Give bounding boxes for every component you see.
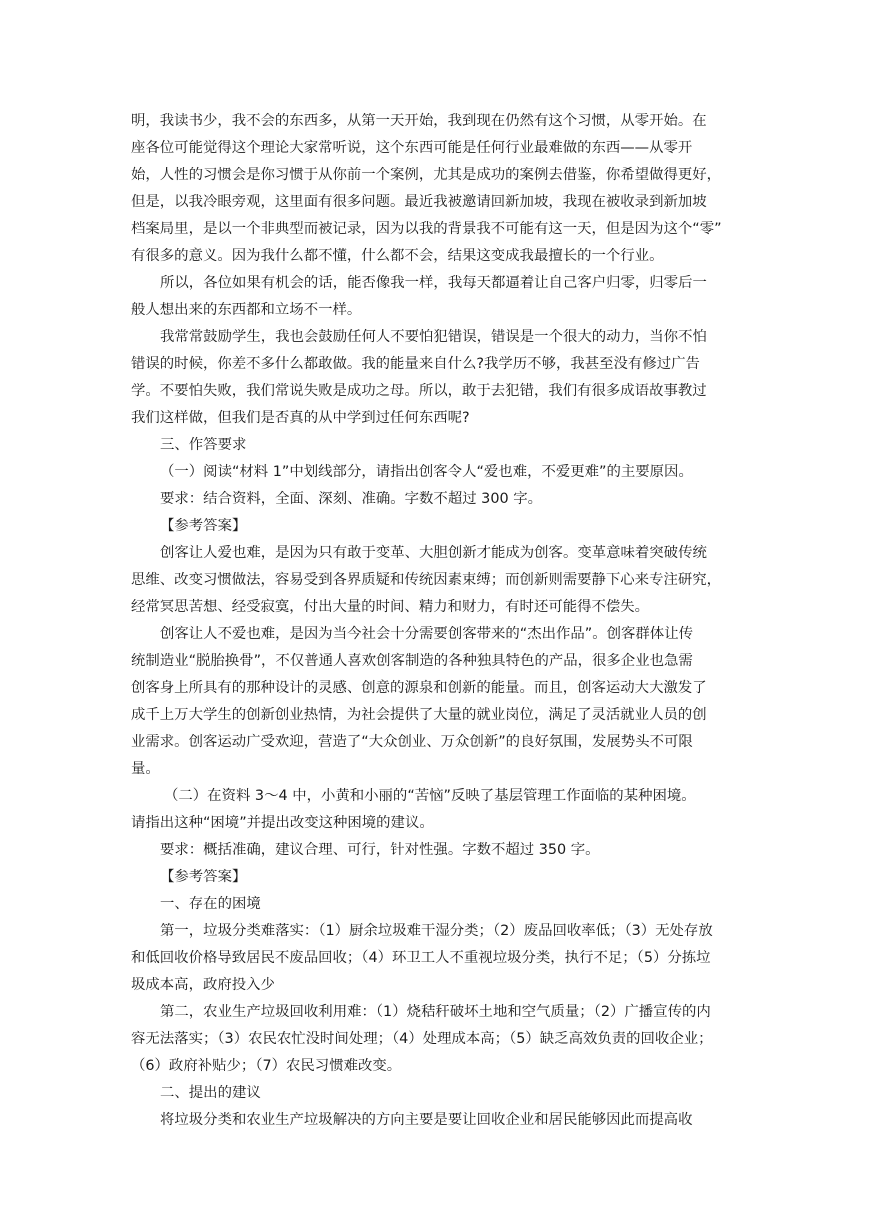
text-line: 第一，垃圾分类难落实：（1）厨余垃圾难干湿分类；（2）废品回收率低；（3）无处存放 bbox=[160, 923, 713, 939]
text-line: 容无法落实；（3）农民农忙没时间处理；（4）处理成本高；（5）缺乏高效负责的回收企业； bbox=[131, 1031, 713, 1047]
answer-1-paragraph-1 bbox=[131, 540, 738, 621]
text-line: 业需求。创客运动广受欢迎，营造了“大众创业、万众创新”的良好氛围，发展势头不可限 bbox=[131, 734, 693, 750]
text-line: 和低回收价格导致居民不废品回收；（4）环卫工人不重视垃圾分类，执行不足；（5）分拣垃 bbox=[131, 950, 711, 966]
question-2 bbox=[131, 783, 738, 837]
text-line: 创客让人爱也难，是因为只有敢于变革、大胆创新才能成为创客。变革意味着突破传统 bbox=[160, 545, 707, 561]
text-line: 有很多的意义。因为我什么都不懂，什么都不会，结果这变成我最擅长的一个行业。 bbox=[131, 248, 664, 264]
paragraph-mistakes bbox=[131, 324, 738, 432]
text-line: 所以，各位如果有机会的话，能否像我一样，我每天都逼着让自己客户归零，归零后一 bbox=[160, 275, 707, 291]
paragraph-zero-start bbox=[131, 108, 738, 270]
text-line: 错误的时候，你差不多什么都敢做。我的能量来自什么?我学历不够，我甚至没有修过广告 bbox=[131, 356, 700, 372]
text-line: 请指出这种“困境”并提出改变这种困境的建议。 bbox=[131, 815, 434, 831]
text-line: 思维、改变习惯做法，容易受到各界质疑和传统因素束缚；而创新则需要静下心来专注研究， bbox=[131, 572, 722, 588]
text-line: 圾成本高，政府投入少 bbox=[131, 977, 275, 993]
paragraph-return-zero bbox=[131, 270, 738, 324]
text-line: 我常常鼓励学生，我也会鼓励任何人不要怕犯错误，错误是一个很大的动力，当你不怕 bbox=[160, 329, 707, 345]
text-line: 第二，农业生产垃圾回收利用难：（1）烧秸秆破坏土地和空气质量；（2）广播宣传的内 bbox=[160, 1004, 711, 1020]
text-line: 座各位可能觉得这个理论大家常听说，这个东西可能是任何行业最难做的东西——从零开 bbox=[131, 140, 693, 156]
document-body bbox=[131, 108, 738, 1134]
text-line: （二）在资料 3～4 中，小黄和小丽的“苦恼”反映了基层管理工作面临的某种困境。 bbox=[164, 788, 696, 804]
text-line: 成千上万大学生的创新创业热情，为社会提供了大量的就业岗位，满足了灵活就业人员的创 bbox=[131, 707, 707, 723]
text-line: 但是，以我冷眼旁观，这里面有很多问题。最近我被邀请回新加坡，我现在被收录到新加坡 bbox=[131, 194, 707, 210]
text-line: 创客身上所具有的那种设计的灵感、创意的源泉和创新的能量。而且，创客运动大大激发了 bbox=[131, 680, 707, 696]
dilemma-agricultural-waste bbox=[131, 999, 738, 1080]
text-line: 将垃圾分类和农业生产垃圾解决的方向主要是要让回收企业和居民能够因此而提高收 bbox=[160, 1112, 693, 1128]
subsection-heading-suggestions: 二、提出的建议 bbox=[160, 1085, 261, 1101]
question-2-requirement: 要求：概括准确，建议合理、可行，针对性强。字数不超过 350 字。 bbox=[160, 842, 600, 858]
answer-1-paragraph-2 bbox=[131, 621, 738, 783]
text-line: 始，人性的习惯会是你习惯于从你前一个案例，尤其是成功的案例去借鉴，你希望做得更好， bbox=[131, 167, 722, 183]
text-line: 档案局里，是以一个非典型而被记录，因为以我的背景我不可能有这一天，但是因为这个“零” bbox=[131, 221, 722, 237]
section-heading: 三、作答要求 bbox=[160, 437, 247, 453]
text-line: 学。不要怕失败，我们常说失败是成功之母。所以，敢于去犯错，我们有很多成语故事教过 bbox=[131, 383, 707, 399]
dilemma-garbage-sorting bbox=[131, 918, 738, 999]
text-line: 量。 bbox=[131, 761, 160, 777]
text-line: 统制造业“脱胎换骨”，不仅普通人喜欢创客制造的各种独具特色的产品，很多企业也急需 bbox=[131, 653, 693, 669]
text-line: 般人想出来的东西都和立场不一样。 bbox=[131, 302, 362, 318]
text-line: 明，我读书少，我不会的东西多，从第一天开始，我到现在仍然有这个习惯，从零开始。在 bbox=[131, 113, 707, 129]
subsection-heading-dilemma: 一、存在的困境 bbox=[160, 896, 261, 912]
text-line: 创客让人不爱也难，是因为当今社会十分需要创客带来的“杰出作品”。创客群体让传 bbox=[160, 626, 693, 642]
reference-answer-label: 【参考答案】 bbox=[160, 869, 247, 885]
suggestion-paragraph bbox=[131, 1107, 738, 1134]
text-line: （6）政府补贴少；（7）农民习惯难改变。 bbox=[131, 1058, 402, 1074]
question-1: （一）阅读“材料 1”中划线部分，请指出创客令人“爱也难，不爱更难”的主要原因。 bbox=[160, 464, 693, 480]
text-line: 我们这样做，但我们是否真的从中学到过任何东西呢? bbox=[131, 410, 470, 426]
question-1-requirement: 要求：结合资料，全面、深刻、准确。字数不超过 300 字。 bbox=[160, 491, 542, 507]
text-line: 经常冥思苦想、经受寂寞，付出大量的时间、精力和财力，有时还可能得不偿失。 bbox=[131, 599, 650, 615]
reference-answer-label: 【参考答案】 bbox=[160, 518, 247, 534]
